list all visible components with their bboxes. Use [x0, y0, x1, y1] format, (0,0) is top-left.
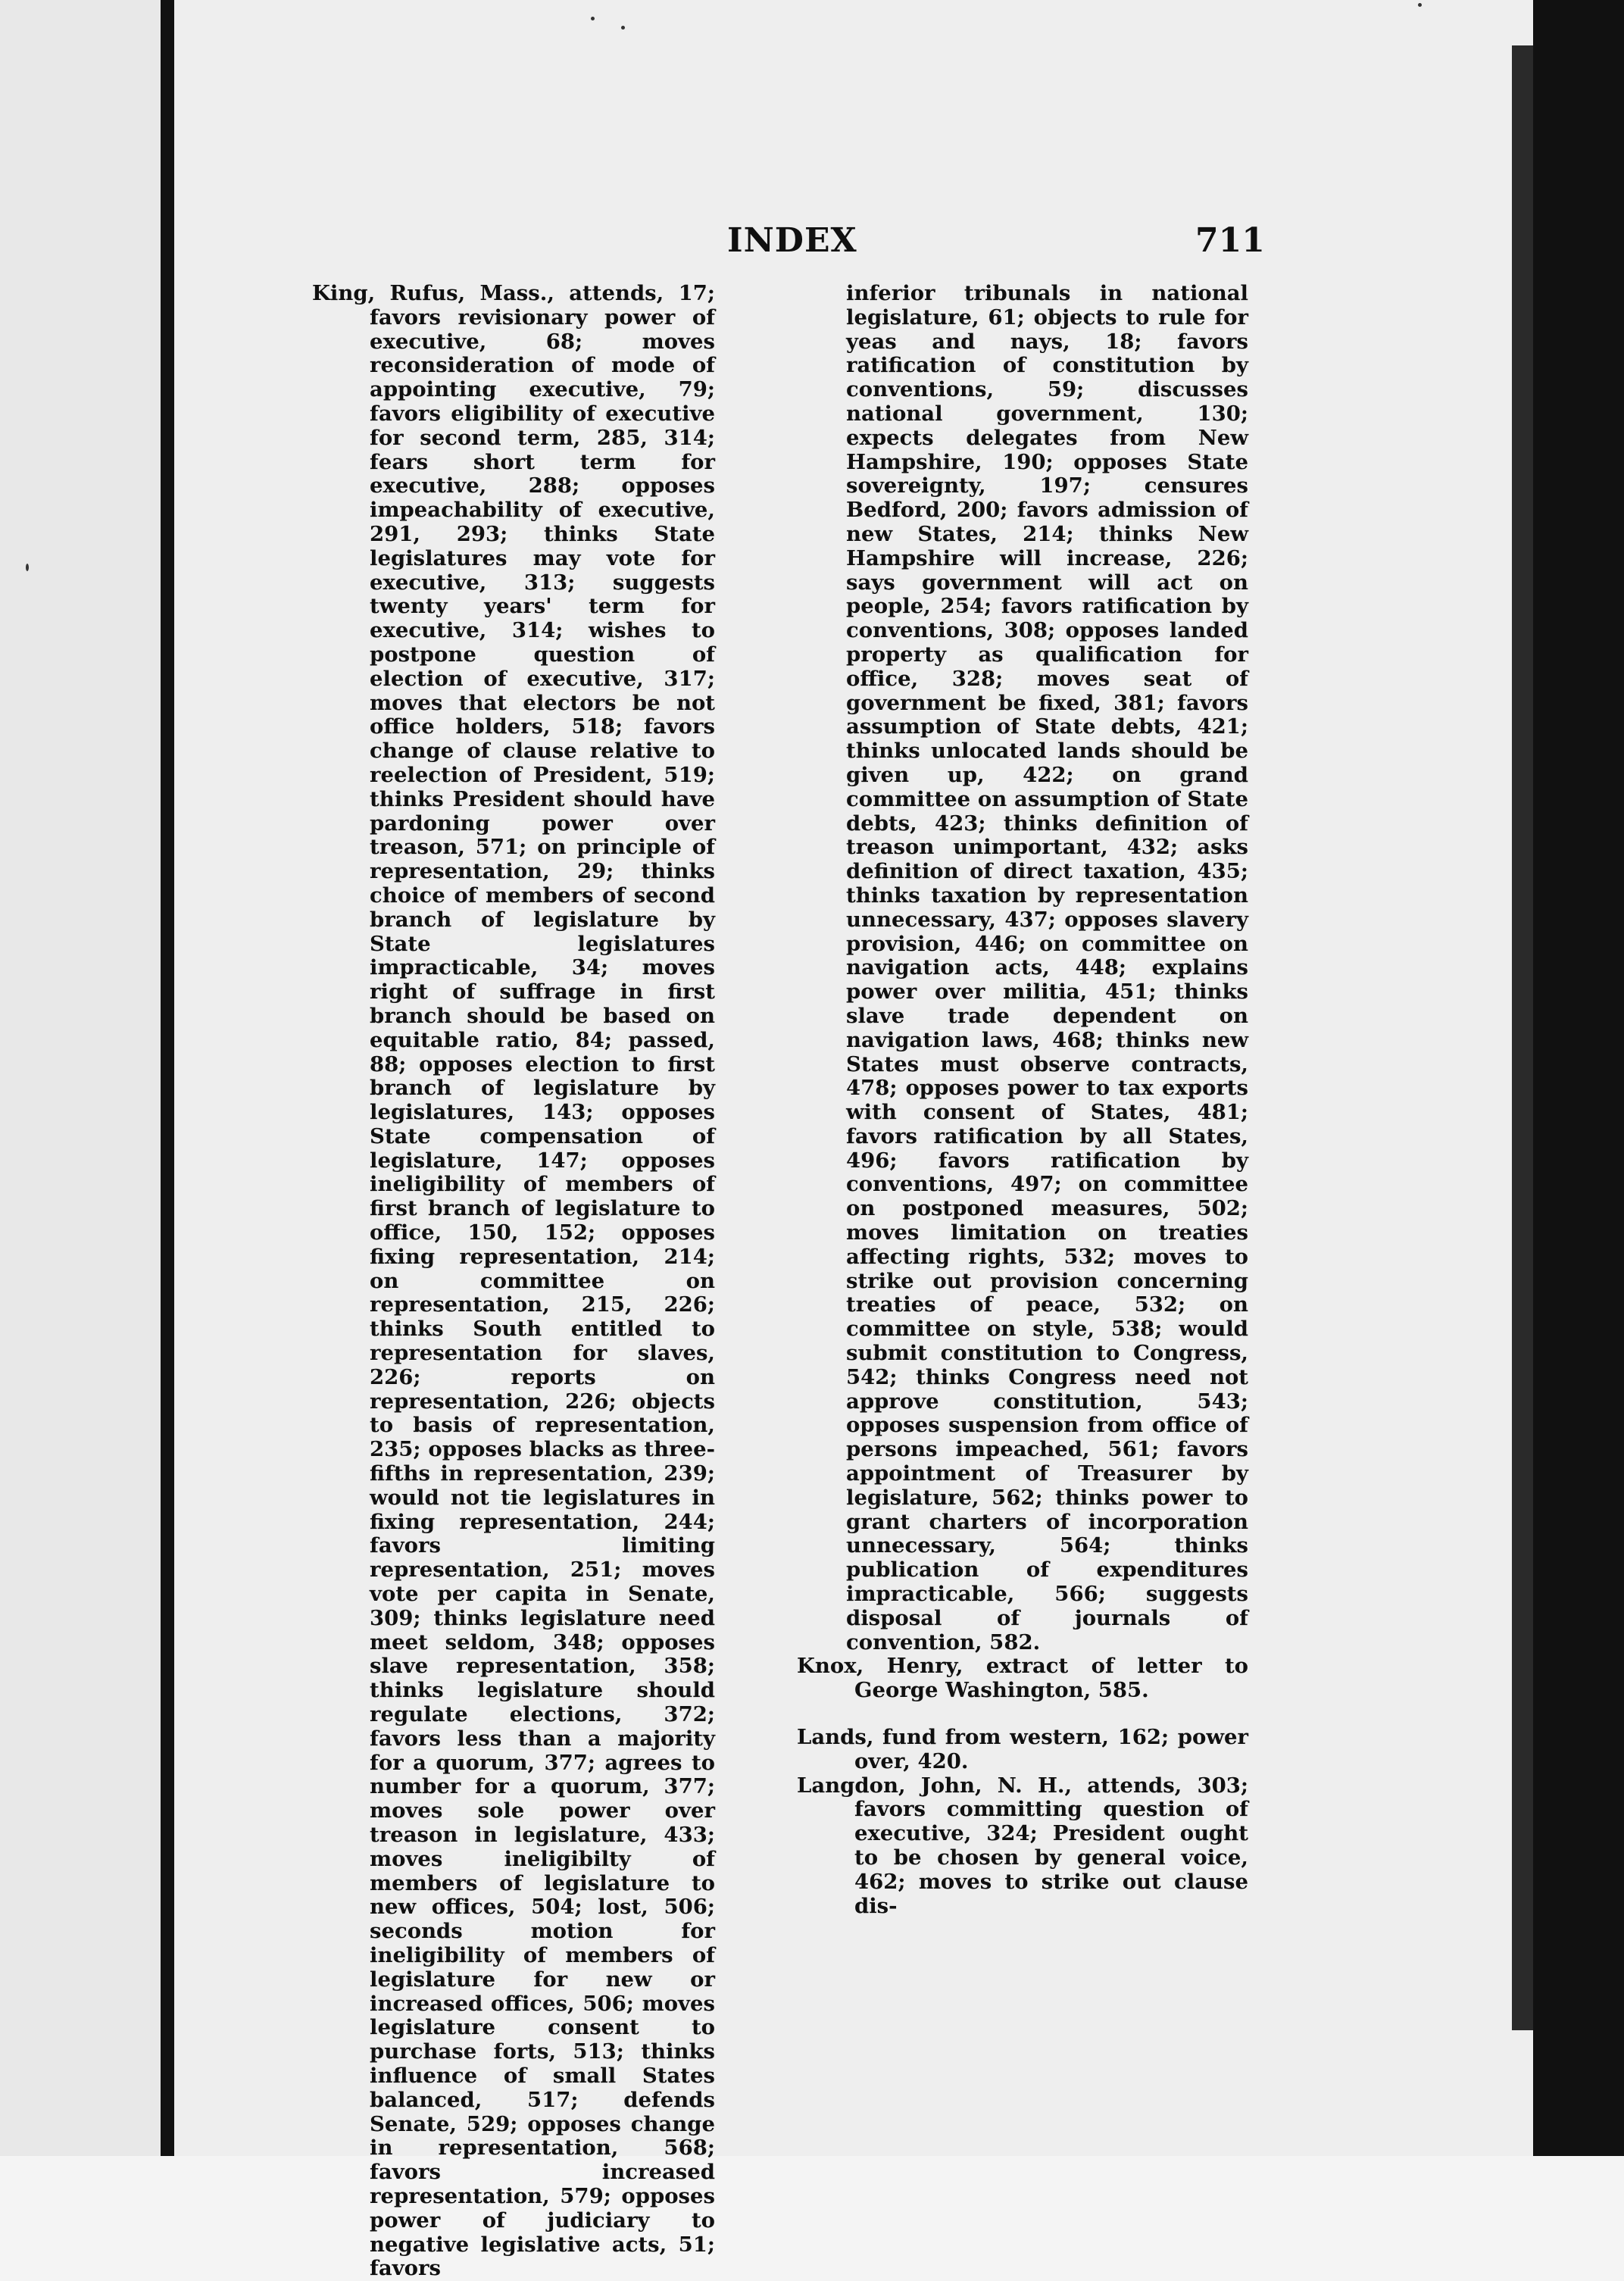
- index-entry-knox: Knox, Henry, extract of letter to George Washington, 585.: [797, 1654, 1248, 1703]
- index-column-right: [797, 282, 1248, 1918]
- index-entry-king: King, Rufus, Mass., attends, 17; favors revisionary power of executive, 68; moves reconsideration of mode of appointing executive, 79; favors eligibility of executive for second term, 285, 314; fears short term for executive, 288; opposes impeachability of executive, 291, 293; thinks State legislatures may vote for executive, 313; suggests twenty years' term for executive, 314; wishes to postpone question of election of executive, 317; moves that electors be not office holders, 518; favors change of clause relative to reelection of President, 519; thinks President should have pardoning power over treason, 571; on principle of representation, 29; thinks choice of members of second branch of legislature by State legislatures impracticable, 34; moves right of suffrage in first branch should be based on equitable ratio, 84; passed, 88; opposes election to first branch of legislature by legislatures, 143; opposes State compensation of legislature, 147; opposes ineligibility of members of first branch of legislature to office, 150, 152; opposes fixing representation, 214; on committee on representation, 215, 226; thinks South entitled to representation for slaves, 226; reports on representation, 226; objects to basis of representation, 235; opposes blacks as three-fifths in representation, 239; would not tie legislatures in fixing representation, 244; favors limiting representation, 251; moves vote per capita in Senate, 309; thinks legislature need meet seldom, 348; opposes slave representation, 358; thinks legislature should regulate elections, 372; favors less than a majority for a quorum, 377; agrees to number for a quorum, 377; moves sole power over treason in legislature, 433; moves ineligibilty of members of legislature to new offices, 504; lost, 506; seconds motion for ineligibility of members of legislature for new or increased offices, 506; moves legislature consent to purchase forts, 513; thinks influence of small States balanced, 517; defends Senate, 529; opposes change in representation, 568; favors increased representation, 579; opposes power of judiciary to negative legislative acts, 51; favors: [312, 281, 715, 2281]
- scan-speck: [26, 564, 29, 571]
- page-margin-left: [0, 0, 161, 2156]
- page-title: INDEX: [727, 221, 857, 260]
- index-column-left: [312, 282, 715, 2281]
- scan-speck: [621, 26, 625, 30]
- scan-speck: [1418, 3, 1422, 7]
- page-number: 711: [1195, 221, 1265, 260]
- page-margin-right: [1533, 0, 1624, 2156]
- scan-speck: [591, 17, 595, 20]
- index-entry-king-continued: inferior tribunals in national legislature, 61; objects to rule for yeas and nays, 18; favors ratification of constitution by conventions, 59; discusses national government, 130; expects delegates from New Hampshire, 190; opposes State sovereignty, 197; censures Bedford, 200; favors admission of new States, 214; thinks New Hampshire will increase, 226; says government will act on people, 254; favors ratification by conventions, 308; opposes landed property as qualification for office, 328; moves seat of government be fixed, 381; favors assumption of State debts, 421; thinks unlocated lands should be given up, 422; on grand committee on assumption of State debts, 423; thinks definition of treason unimportant, 432; asks definition of direct taxation, 435; thinks taxation by representation unnecessary, 437; opposes slavery provision, 446; on committee on navigation acts, 448; explains power over militia, 451; thinks slave trade dependent on navigation laws, 468; thinks new States must observe contracts, 478; opposes power to tax exports with consent of States, 481; favors ratification by all States, 496; favors ratification by conventions, 497; on committee on postponed measures, 502; moves limitation on treaties affecting rights, 532; moves to strike out provision concerning treaties of peace, 532; on committee on style, 538; would submit constitution to Congress, 542; thinks Congress need not approve constitution, 543; opposes suspension from office of persons impeached, 561; favors appointment of Treasurer by legislature, 562; thinks power to grant charters of incorporation unnecessary, 564; thinks publication of expenditures impracticable, 566; suggests disposal of journals of convention, 582.: [846, 281, 1248, 1655]
- binding-edge: [161, 0, 174, 2156]
- page-edge-shadow: [1512, 45, 1533, 2030]
- index-entry-langdon: Langdon, John, N. H., attends, 303; favors committing question of executive, 324; President ought to be chosen by general voice, 462; moves to strike out clause dis-: [797, 1773, 1248, 1918]
- index-entry-lands: Lands, fund from western, 162; power over, 420.: [797, 1725, 1248, 1773]
